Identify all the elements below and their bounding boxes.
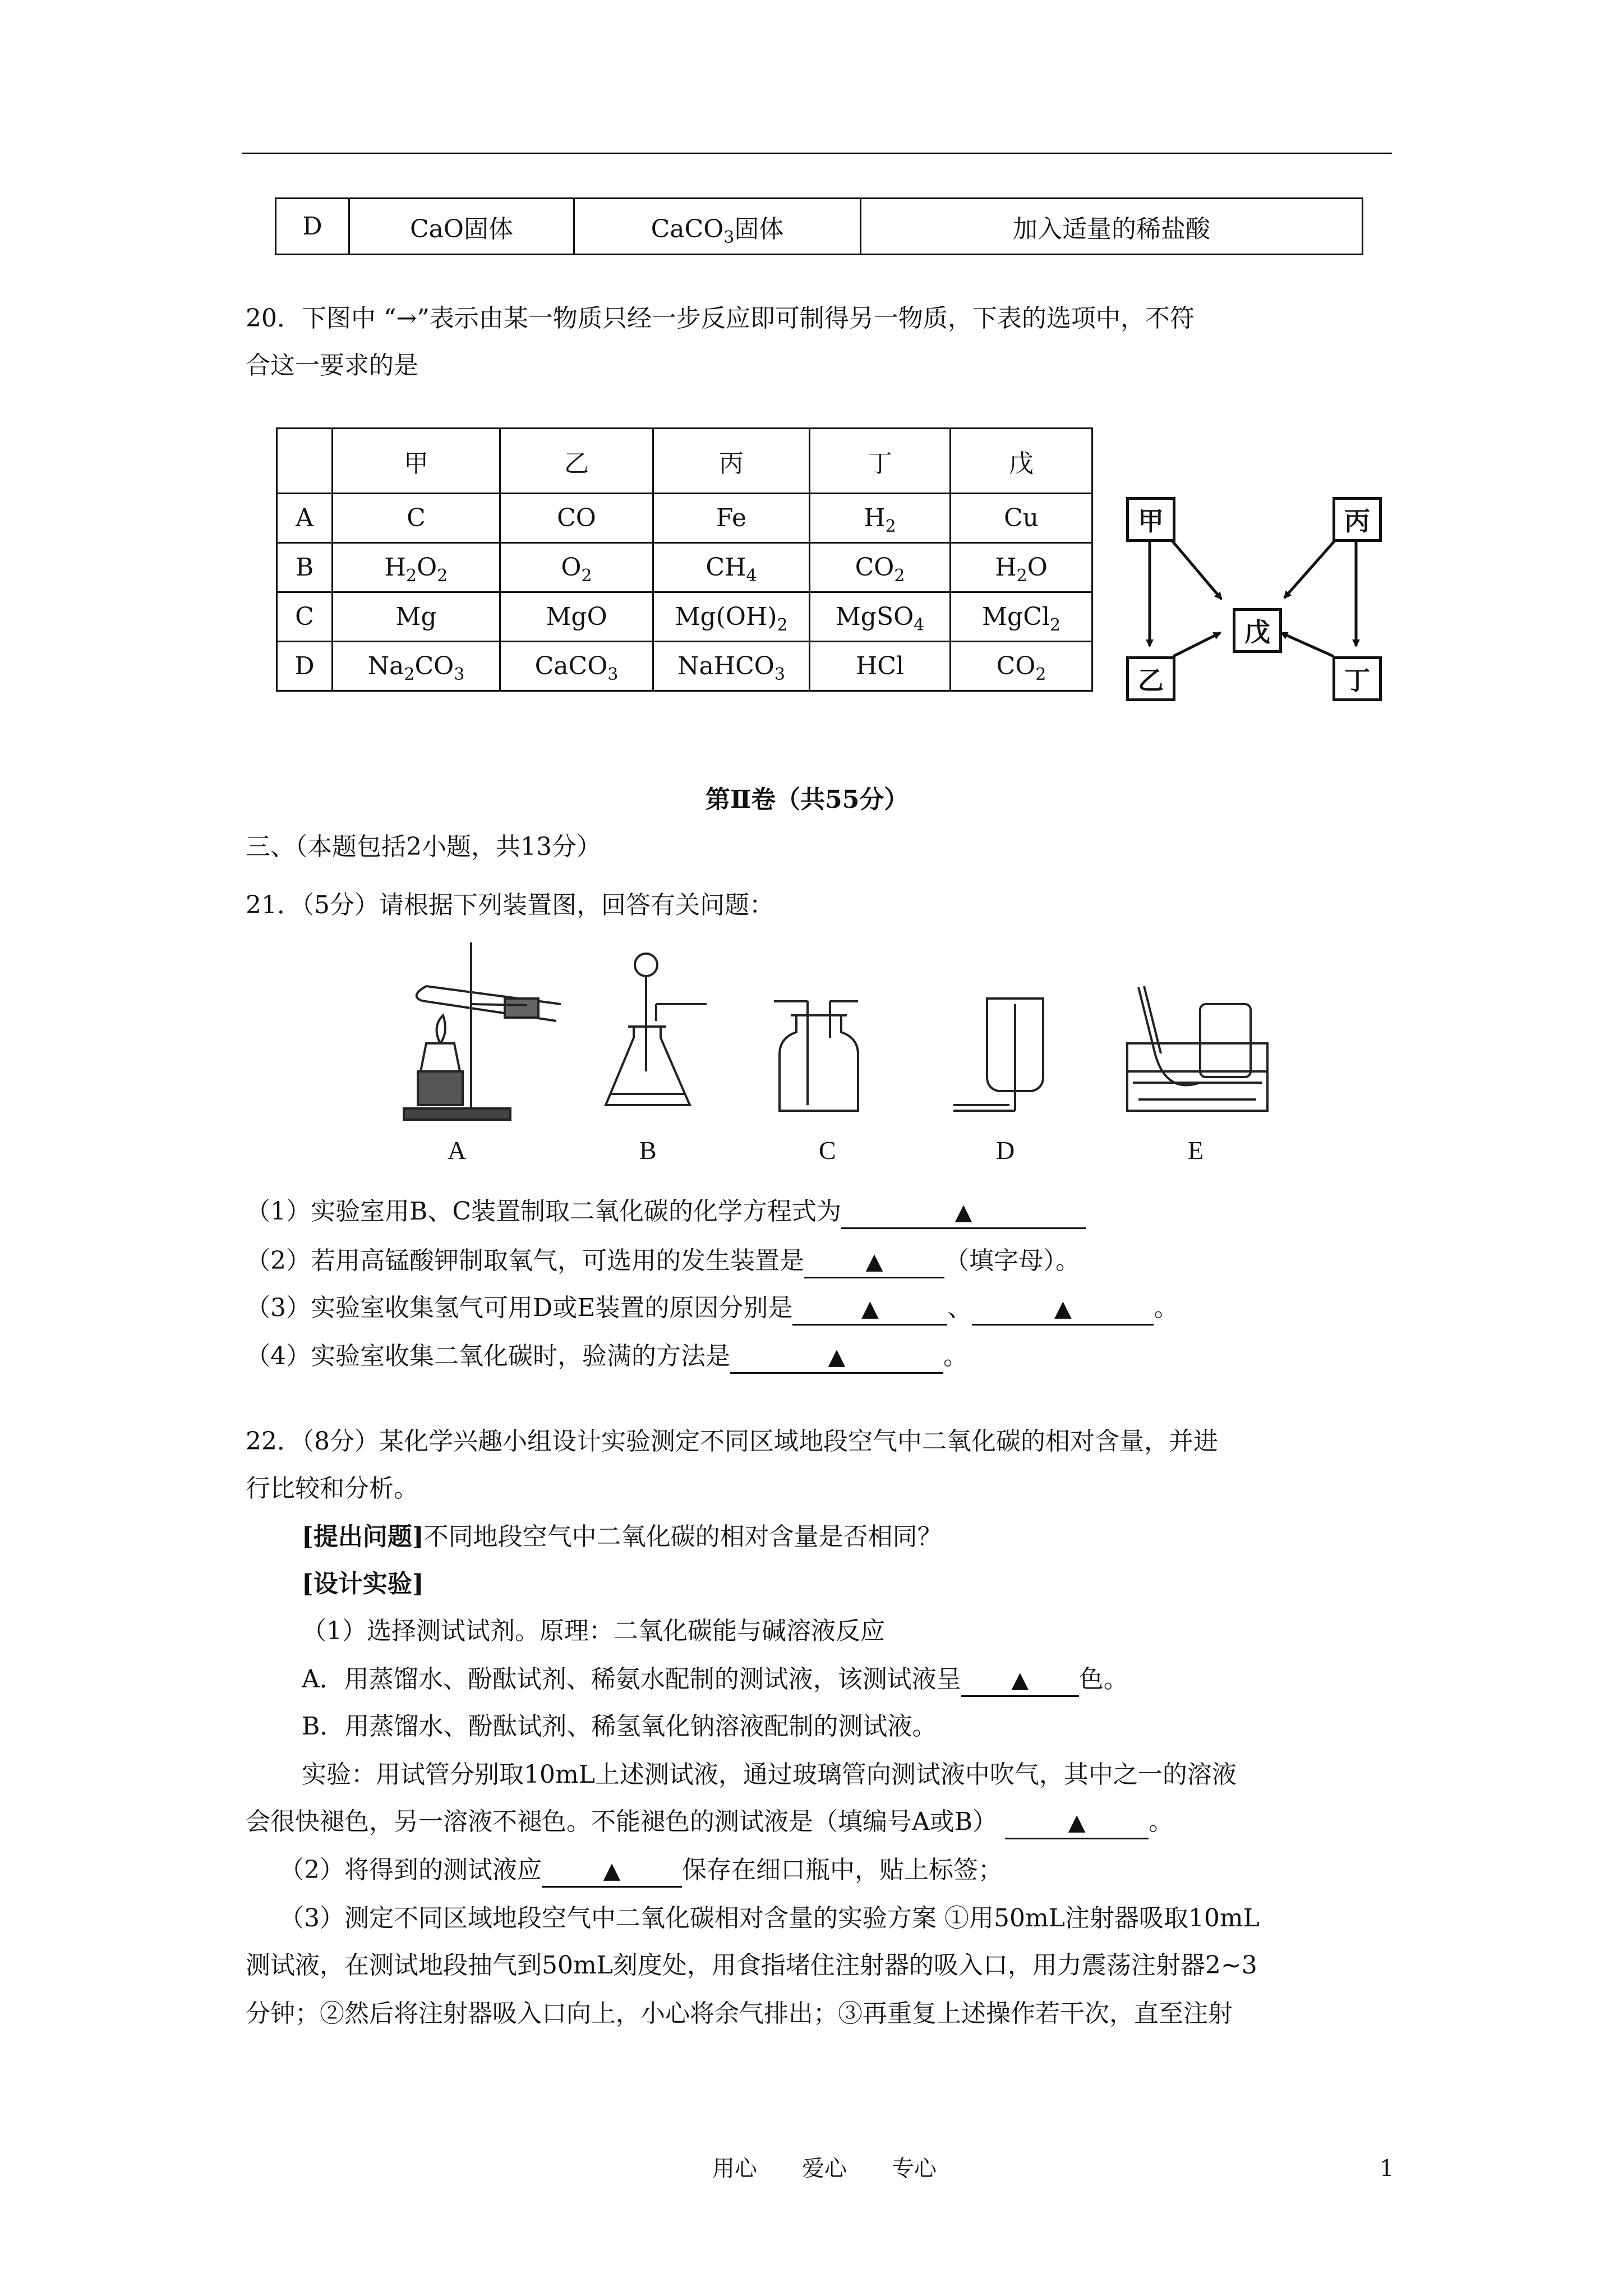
table-cell: $Mg(OH)_2$ [653, 592, 810, 642]
table-row [277, 543, 1092, 592]
table-cell: CO [500, 494, 653, 543]
q22-question: [提出问题]不同地段空气中二氧化碳的相对含量是否相同？ [302, 1522, 942, 1551]
table-cell: $CH_4$ [653, 543, 810, 592]
table-cell: $CO_2$ [951, 642, 1092, 691]
q21-sub4: （4）实验室收集二氧化碳时，验满的方法是 ▲ 。 [246, 1340, 968, 1374]
table-cell: MgCl$_2$ [951, 592, 1092, 642]
q22-p2: （2）将得到的测试液应 ▲ 保存在细口瓶中，贴上标签； [279, 1853, 1003, 1888]
row-label: B [277, 543, 333, 592]
q20-table [276, 427, 1093, 692]
q22-pB: B．用蒸馏水、酚酞试剂、稀氢氧化钠溶液配制的测试液。 [302, 1712, 937, 1741]
q21-sub2: （2）若用高锰酸钾制取氧气，可选用的发生装置是 ▲ （填字母）。 [246, 1244, 1080, 1278]
q21-title: 21．（5分）请根据下列装置图，回答有关问题： [246, 891, 774, 919]
apparatus-label-c: C [819, 1136, 836, 1165]
node-bing: 丙 [1332, 497, 1382, 542]
table-row [277, 494, 1092, 543]
q22-line2: 行比较和分析。 [246, 1474, 418, 1503]
table-cell: HCl [810, 642, 951, 691]
node-jia: 甲 [1126, 497, 1175, 542]
design-heading: [设计实验] [302, 1570, 424, 1598]
table-cell: MgSO$_4$ [810, 592, 951, 642]
apparatus-d-icon [953, 999, 1043, 1111]
arrow-yi-to-wu [1173, 633, 1220, 656]
apparatus-figures [393, 942, 1290, 1128]
footer-motto: 用心 爱心 专心 [712, 2156, 937, 2182]
section3-heading: 三、（本题包括2小题，共13分） [246, 832, 601, 861]
node-wu: 戊 [1233, 608, 1282, 653]
q22-p3c: 分钟；②然后将注射器吸入口向上，小心将余气排出；③再重复上述操作若干次，直至注射 [246, 1999, 1233, 2028]
table-cell: $Na_2CO_3$ [333, 642, 500, 691]
q21-sub3: （3）实验室收集氢气可用D或E装置的原因分别是 ▲ 、 ▲ 。 [246, 1291, 1178, 1326]
table-cell: Mg [333, 592, 500, 642]
section-title: 第Ⅱ卷（共55分） [706, 785, 909, 814]
row-label: A [277, 494, 333, 543]
header-cell-empty [277, 429, 333, 494]
node-yi: 乙 [1126, 656, 1175, 701]
answer-blank[interactable]: ▲ [955, 1199, 972, 1225]
answer-blank[interactable]: ▲ [828, 1344, 846, 1370]
header-cell-jia: 甲 [333, 429, 500, 494]
table-cell: $CO_2$ [810, 543, 951, 592]
q20-line1: 20．下图中 “→”表示由某一物质只经一步反应即可制得另一物质，下表的选项中，不符 [246, 304, 1195, 333]
arrow-ding-to-wu [1281, 633, 1334, 656]
q22-pA: A．用蒸馏水、酚酞试剂、稀氨水配制的测试液，该测试液呈 ▲ 色。 [302, 1663, 1128, 1697]
row-label: D [277, 642, 333, 691]
q22-line1: 22．（8分）某化学兴趣小组设计实验测定不同区域地段空气中二氧化碳的相对含量，并进 [246, 1427, 1218, 1456]
arrow-jia-to-wu [1172, 541, 1221, 599]
apparatus-label-e: E [1188, 1136, 1204, 1165]
table-cell: Fe [653, 494, 810, 543]
apparatus-c-icon [774, 1001, 858, 1111]
top-cell-method: 加入适量的稀盐酸 [861, 199, 1363, 255]
header-cell-wu: 戊 [951, 429, 1092, 494]
header-rule [242, 153, 1392, 154]
apparatus-label-a: A [448, 1136, 467, 1165]
apparatus-b-icon [606, 954, 707, 1105]
q21-sub1: （1）实验室用B、C装置制取二氧化碳的化学方程式为 ▲ [246, 1195, 1086, 1229]
arrow-bing-to-wu [1284, 541, 1335, 598]
header-cell-yi: 乙 [500, 429, 653, 494]
table-row [277, 592, 1092, 642]
q22-exp1: 实验：用试管分别取10mL上述测试液，通过玻璃管向测试液中吹气，其中之一的溶液 [302, 1760, 1237, 1789]
q22-p3b: 测试液，在测试地段抽气到50mL刻度处，用食指堵住注射器的吸入口，用力震荡注射器2~3 [246, 1951, 1257, 1980]
table-cell: Cu [951, 494, 1092, 543]
apparatus-e-icon [1127, 986, 1267, 1111]
q20-line2: 合这一要求的是 [246, 351, 418, 380]
header-cell-bing: 丙 [653, 429, 810, 494]
table-cell: $O_2$ [500, 543, 653, 592]
q22-p3a: （3）测定不同区域地段空气中二氧化碳相对含量的实验方案 ①用50mL注射器吸取10mL [279, 1904, 1260, 1932]
q22-p1: （1）选择测试试剂。原理：二氧化碳能与碱溶液反应 [302, 1617, 885, 1645]
apparatus-label-d: D [996, 1136, 1015, 1165]
answer-blank[interactable]: ▲ [1054, 1296, 1072, 1322]
apparatus-label-b: B [639, 1136, 657, 1165]
node-ding: 丁 [1332, 656, 1382, 701]
table-cell: $H_2$ [810, 494, 951, 543]
header-cell-ding: 丁 [810, 429, 951, 494]
answer-blank[interactable]: ▲ [861, 1296, 879, 1322]
answer-blank[interactable]: ▲ [865, 1249, 883, 1274]
top-cell-label: D [276, 199, 349, 255]
table-header-row [277, 429, 1092, 494]
top-table [275, 197, 1363, 255]
row-label: C [277, 592, 333, 642]
apparatus-a-icon [404, 942, 561, 1120]
top-cell-impurity: CaCO$_3$固体 [574, 199, 861, 255]
page-number: 1 [1380, 2156, 1394, 2182]
answer-blank[interactable]: ▲ [603, 1858, 621, 1884]
answer-blank[interactable]: ▲ [1068, 1810, 1086, 1835]
question-heading: [提出问题] [302, 1522, 424, 1551]
table-row [277, 642, 1092, 691]
answer-blank[interactable]: ▲ [1011, 1667, 1029, 1693]
table-cell: MgO [500, 592, 653, 642]
table-cell: NaHCO$_3$ [653, 642, 810, 691]
table-row [276, 199, 1363, 255]
top-cell-product: CaO固体 [349, 199, 574, 255]
q22-exp2: 会很快褪色，另一溶液不褪色。不能褪色的测试液是（填编号A或B） ▲ 。 [246, 1805, 1173, 1839]
table-cell: CaCO$_3$ [500, 642, 653, 691]
table-cell: C [333, 494, 500, 543]
table-cell: $H_2O$ [951, 543, 1092, 592]
table-cell: $H_2O_2$ [333, 543, 500, 592]
